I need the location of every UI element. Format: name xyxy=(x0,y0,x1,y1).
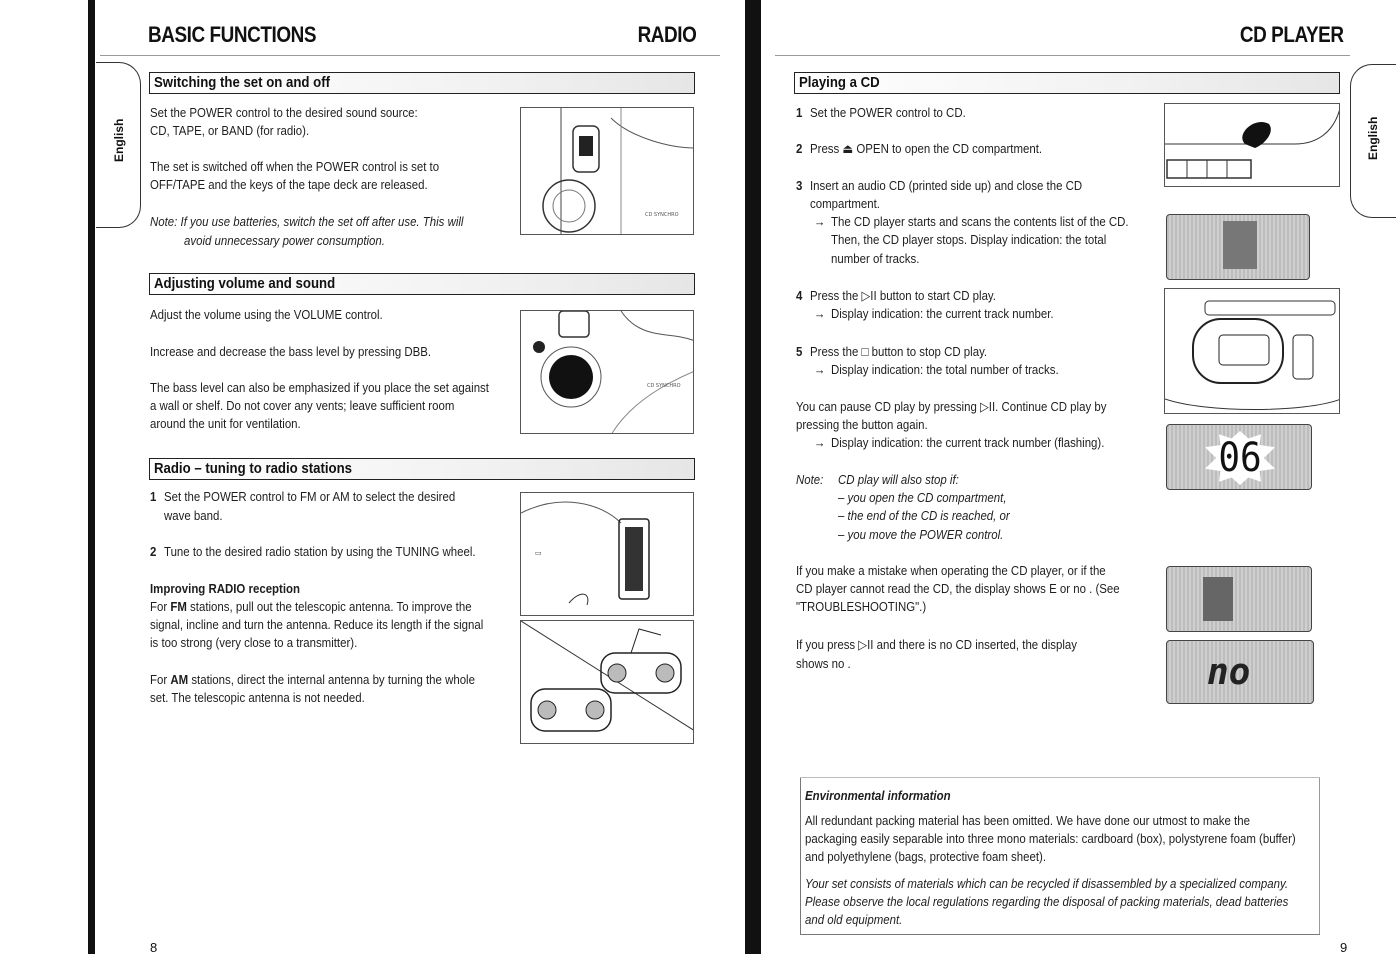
step-number: 2 xyxy=(796,141,803,156)
pause-text: pressing the button again. xyxy=(796,417,928,432)
note-line: – you open the CD compartment, xyxy=(838,490,1007,505)
env-text: and polyethylene (bags, protective foam sheet). xyxy=(805,849,1047,864)
section-switching-header xyxy=(149,72,695,94)
note-label: Note: xyxy=(796,472,824,487)
error-text: If you make a mistake when operating the CD player, or if the xyxy=(796,563,1106,578)
section-volume-title: Adjusting volume and sound xyxy=(154,275,336,292)
cd-compartment-illustration xyxy=(1164,288,1340,414)
arrow-icon: → xyxy=(814,214,826,229)
step-text: Press the ▷II button to start CD play. xyxy=(810,288,996,303)
text-line: Adjust the volume using the VOLUME control. xyxy=(150,307,383,322)
section-switching-title: Switching the set on and off xyxy=(154,74,330,91)
step-text: compartment. xyxy=(810,196,880,211)
left-header-rule xyxy=(100,55,720,56)
arrow-icon: → xyxy=(814,362,826,377)
section-playing-cd-title: Playing a CD xyxy=(799,74,880,91)
text-line: Set the POWER control to the desired sound source: xyxy=(150,105,418,120)
result-text: Display indication: the current track number. xyxy=(831,306,1054,321)
env-top-rule xyxy=(800,777,1320,778)
step-number: 1 xyxy=(796,105,803,120)
lcd-no-disc-text: no xyxy=(1207,652,1251,693)
right-page-number: 9 xyxy=(1340,940,1348,955)
fm-tip-line: For FM stations, pull out the telescopic antenna. To improve the xyxy=(150,599,472,614)
svg-text:▭: ▭ xyxy=(535,549,542,557)
lcd-display-error xyxy=(1166,566,1312,632)
env-text: All redundant packing material has been omitted. We have done our utmost to make the xyxy=(805,813,1250,828)
right-header-rule xyxy=(775,55,1350,56)
step-text: Press ⏏ OPEN to open the CD compartment. xyxy=(810,141,1043,156)
left-binding-edge xyxy=(88,0,95,954)
left-page-header: BASIC FUNCTIONS xyxy=(148,22,317,47)
volume-control-illustration xyxy=(520,310,694,434)
text-line: CD, TAPE, or BAND (for radio). xyxy=(150,123,310,138)
cd-power-illustration xyxy=(1164,103,1340,187)
am-tip-line: For AM stations, direct the internal antenna by turning the whole xyxy=(150,672,475,687)
pause-text: You can pause CD play by pressing ▷II. Continue CD play by xyxy=(796,399,1107,414)
svg-text:CD SYNCHRO: CD SYNCHRO xyxy=(645,212,679,218)
tuning-wheel-illustration xyxy=(520,492,694,616)
error-text: CD player cannot read the CD, the display shows E or no . (See xyxy=(796,581,1120,596)
result-text: The CD player starts and scans the contents list of the CD. xyxy=(831,214,1129,229)
center-binding-gutter xyxy=(745,0,761,954)
section-radio-title: Radio – tuning to radio stations xyxy=(154,460,352,477)
text-line: OFF/TAPE and the keys of the tape deck are released. xyxy=(150,177,428,192)
env-italic-text: and old equipment. xyxy=(805,912,903,927)
step-number: 4 xyxy=(796,288,803,303)
step-number: 3 xyxy=(796,178,803,193)
arrow-icon: → xyxy=(814,435,826,450)
am-tip-line: set. The telescopic antenna is not needed. xyxy=(150,690,365,705)
note-line: – you move the POWER control. xyxy=(838,527,1004,542)
left-page-chapter: RADIO xyxy=(637,22,696,47)
step-number: 5 xyxy=(796,344,803,359)
result-text: Then, the CD player stops. Display indication: the total xyxy=(831,232,1107,247)
env-bottom-rule xyxy=(800,934,1320,935)
note-line: – the end of the CD is reached, or xyxy=(838,508,1010,523)
lcd-track-number: 06 xyxy=(1218,435,1262,481)
fm-tip-line: is too strong (very close to a transmitter). xyxy=(150,635,358,650)
step-text: Insert an audio CD (printed side up) and close the CD xyxy=(810,178,1083,193)
power-control-illustration xyxy=(520,107,694,235)
lcd-display-total-tracks xyxy=(1166,214,1310,280)
result-text: Display indication: the current track number (flashing). xyxy=(831,435,1105,450)
section-volume-header xyxy=(149,273,695,295)
improving-reception-title: Improving RADIO reception xyxy=(150,581,301,596)
env-text: packaging easily separable into three mono materials: cardboard (box), polystyrene foam (buffer) xyxy=(805,831,1296,846)
step-text: Set the POWER control to FM or AM to select the desired xyxy=(164,489,456,504)
no-cd-text: If you press ▷II and there is no CD inserted, the display xyxy=(796,637,1077,652)
environmental-title: Environmental information xyxy=(805,788,951,803)
no-cd-text: shows no . xyxy=(796,656,851,671)
section-radio-header xyxy=(149,458,695,480)
result-text: number of tracks. xyxy=(831,251,920,266)
step-text: Set the POWER control to CD. xyxy=(810,105,966,120)
antenna-illustration xyxy=(520,620,694,744)
note-line: CD play will also stop if: xyxy=(838,472,959,487)
fm-tip-line: signal, incline and turn the antenna. Reduce its length if the signal xyxy=(150,617,484,632)
step-number: 2 xyxy=(150,544,157,559)
left-page-number: 8 xyxy=(150,940,158,955)
right-page-header: CD PLAYER xyxy=(1240,22,1344,47)
note-line: Note: If you use batteries, switch the set off after use. This will xyxy=(150,214,464,229)
error-text: "TROUBLESHOOTING".) xyxy=(796,599,927,614)
section-playing-cd-header xyxy=(794,72,1340,94)
lcd-display-no-disc xyxy=(1166,640,1314,704)
svg-text:CD SYNCHRO: CD SYNCHRO xyxy=(647,383,681,389)
text-line: Increase and decrease the bass level by pressing DBB. xyxy=(150,344,432,359)
result-text: Display indication: the total number of tracks. xyxy=(831,362,1059,377)
text-line: The set is switched off when the POWER control is set to xyxy=(150,159,440,174)
note-line: avoid unnecessary power consumption. xyxy=(184,233,385,248)
text-line: a wall or shelf. Do not cover any vents; leave sufficient room xyxy=(150,398,455,413)
language-tab-right-label: English xyxy=(1366,116,1380,160)
env-italic-text: Please observe the local regulations regarding the disposal of packing materials, dead batteries xyxy=(805,894,1289,909)
step-number: 1 xyxy=(150,489,157,504)
text-line: around the unit for ventilation. xyxy=(150,416,301,431)
arrow-icon: → xyxy=(814,306,826,321)
step-text: wave band. xyxy=(164,508,223,523)
lcd-display-track-number xyxy=(1166,424,1312,490)
env-italic-text: Your set consists of materials which can be recycled if disassembled by a specialized company. xyxy=(805,876,1289,891)
text-line: The bass level can also be emphasized if you place the set against xyxy=(150,380,489,395)
language-tab-label: English xyxy=(112,118,126,162)
step-text: Tune to the desired radio station by using the TUNING wheel. xyxy=(164,544,476,559)
step-text: Press the □ button to stop CD play. xyxy=(810,344,988,359)
